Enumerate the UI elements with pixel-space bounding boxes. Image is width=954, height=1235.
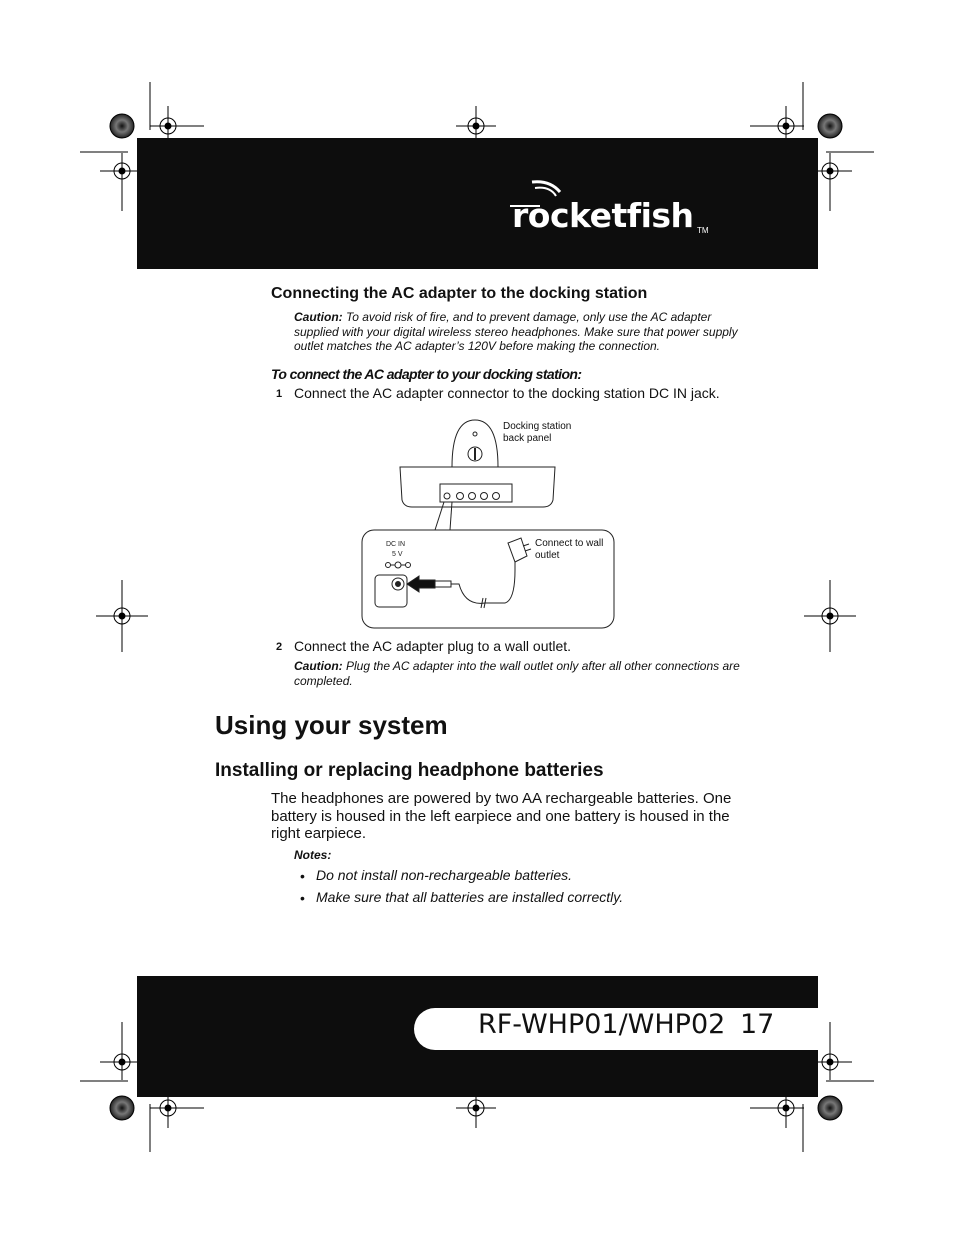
caution-text-line: outlet matches the AC adapter’s 120V before making the connection. <box>294 339 661 353</box>
section-heading: Connecting the AC adapter to the docking station <box>271 285 648 302</box>
model-number: RF-WHP01/WHP02 <box>478 1009 726 1040</box>
label-line: outlet <box>535 549 560 561</box>
brand-logo: rocketfish <box>512 196 694 235</box>
label-wall-outlet <box>535 538 603 561</box>
caution-block <box>294 310 774 354</box>
step-text: Connect the AC adapter plug to a wall outlet. <box>294 638 572 654</box>
docking-station-diagram <box>355 410 625 635</box>
dc-in-label: DC IN <box>386 541 406 548</box>
label-line: Docking station <box>503 421 572 432</box>
caution-text-line: supplied with your digital wireless stereo headphones. Make sure that power supply <box>294 324 738 339</box>
procedure-title: To connect the AC adapter to your docking station: <box>271 366 582 382</box>
step-number: 1 <box>276 388 283 400</box>
caution-label: Caution: <box>294 659 343 673</box>
paragraph-line: right earpiece. <box>271 825 367 842</box>
step-number: 2 <box>276 641 283 653</box>
caution-label: Caution: <box>294 310 343 324</box>
paragraph-line: battery is housed in the left earpiece and one battery is housed in the <box>271 807 730 825</box>
header-band <box>137 138 818 269</box>
voltage-label: 5 V <box>392 551 403 558</box>
bullet-icon: • <box>300 890 305 906</box>
caution-text-line: Plug the AC adapter into the wall outlet only after all other connections are <box>346 659 740 673</box>
body-paragraph <box>271 790 771 843</box>
label-back-panel <box>503 421 571 444</box>
bullet-icon: • <box>300 868 305 884</box>
note-item: Do not install non-rechargeable batteries. <box>316 867 573 883</box>
caution-text-line: To avoid risk of fire, and to prevent damage, only use the AC adapter <box>346 310 712 324</box>
step-text: Connect the AC adapter connector to the docking station DC IN jack. <box>294 385 720 401</box>
paragraph-line: The headphones are powered by two AA rechargeable batteries. One <box>271 790 732 807</box>
caution-block <box>294 659 774 688</box>
label-line: Connect to wall <box>535 538 604 549</box>
page-number: 17 <box>740 1009 775 1040</box>
trademark-mark: TM <box>697 226 709 235</box>
page-title: Using your system <box>215 710 448 740</box>
label-line: back panel <box>503 432 552 444</box>
notes-label: Notes: <box>294 848 332 862</box>
subsection-heading: Installing or replacing headphone batteries <box>215 760 604 781</box>
note-item: Make sure that all batteries are installed correctly. <box>316 889 624 905</box>
caution-text-line: completed. <box>294 673 353 688</box>
